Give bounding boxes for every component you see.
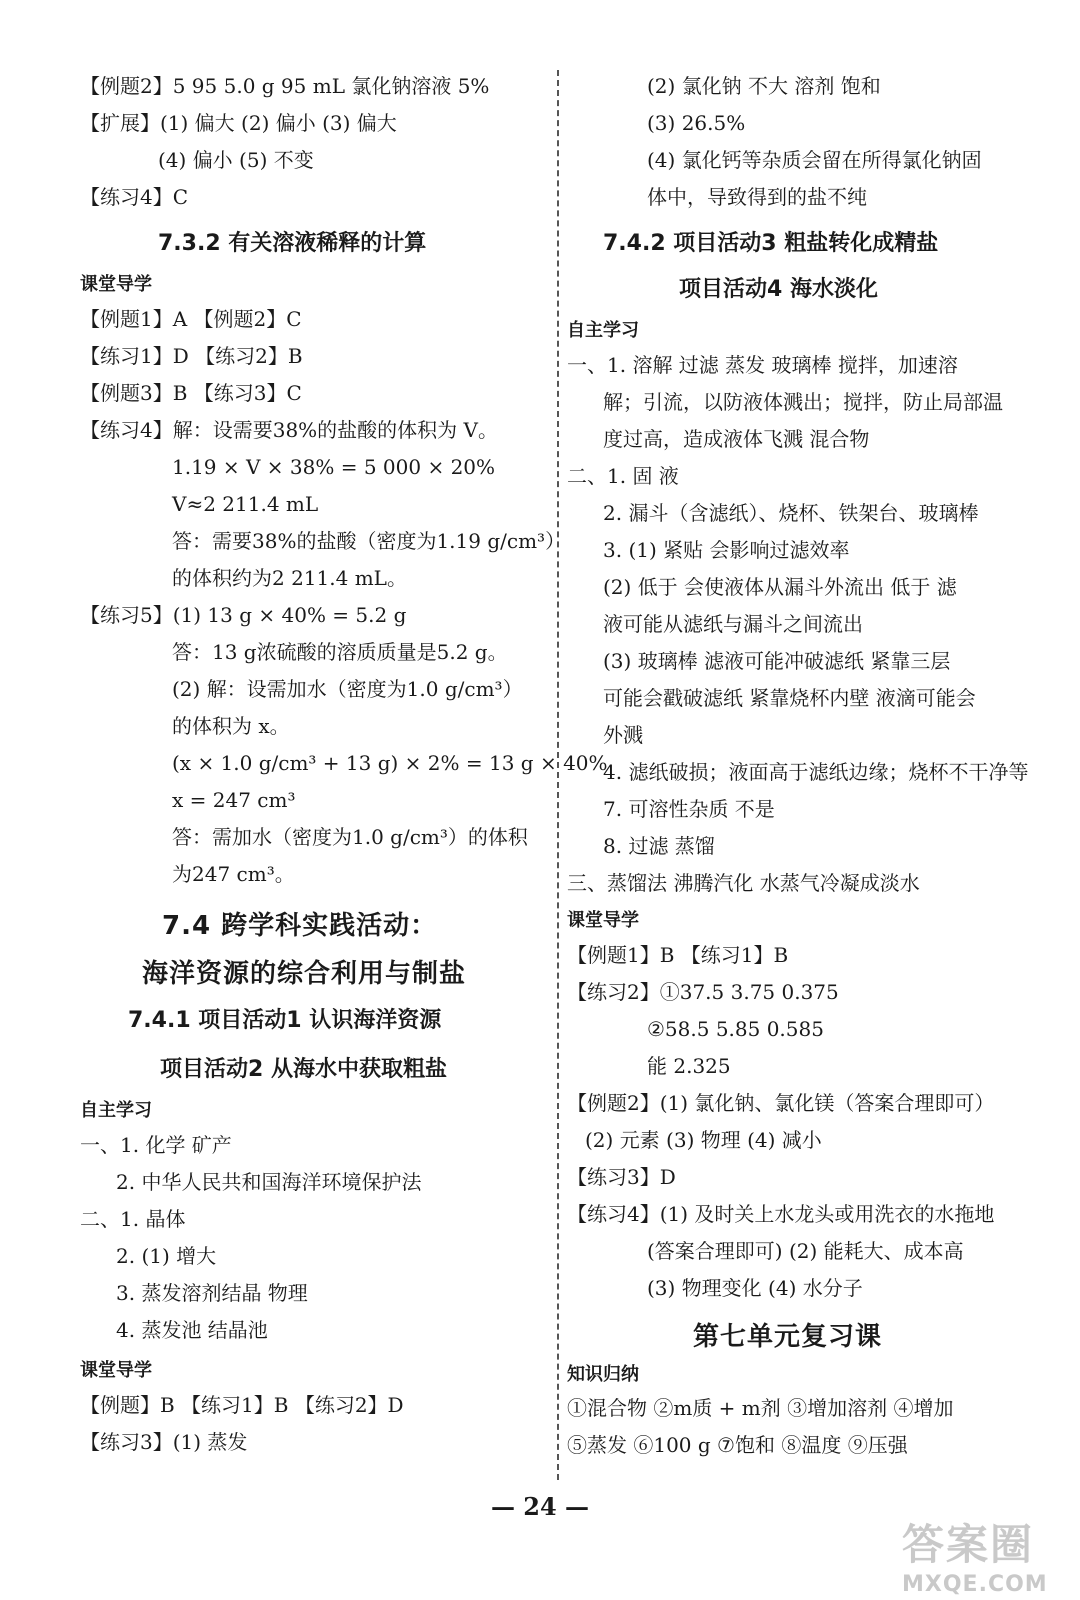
text-line: (4) 偏小 (5) 不变 bbox=[158, 148, 314, 172]
watermark-url: MXQE.COM bbox=[902, 1572, 1048, 1597]
text-line: 可能会戳破滤纸 紧靠烧杯内壁 液滴可能会 bbox=[603, 686, 976, 710]
text-line: 【练习3】(1) 蒸发 bbox=[80, 1430, 248, 1454]
text-line: 的体积约为2 211.4 mL。 bbox=[172, 566, 407, 590]
watermark-text: 答案圈 bbox=[902, 1520, 1035, 1569]
text-line: 答：需要38%的盐酸（密度为1.19 g/cm³） bbox=[172, 529, 566, 553]
subsection-label: 课堂导学 bbox=[80, 1360, 152, 1381]
text-line: 二、1. 固 液 bbox=[567, 464, 679, 488]
section-heading: 7.3.2 有关溶液稀释的计算 bbox=[158, 231, 427, 256]
text-line: 【练习4】解：设需要38%的盐酸的体积为 V。 bbox=[80, 418, 498, 442]
text-line: 液可能从滤纸与漏斗之间流出 bbox=[603, 612, 863, 636]
text-line: 4. 滤纸破损；液面高于滤纸边缘；烧杯不干净等 bbox=[603, 760, 1029, 784]
text-line: 【例题3】B 【练习3】C bbox=[80, 381, 302, 405]
text-line: 【例题2】5 95 5.0 g 95 mL 氯化钠溶液 5% bbox=[80, 74, 490, 98]
text-line: 体中，导致得到的盐不纯 bbox=[647, 185, 867, 209]
section-heading: 7.4.2 项目活动3 粗盐转化成精盐 bbox=[603, 231, 939, 256]
subsection-label: 课堂导学 bbox=[80, 274, 152, 295]
text-line: (答案合理即可) (2) 能耗大、成本高 bbox=[647, 1239, 964, 1263]
text-line: V≈2 211.4 mL bbox=[172, 492, 319, 516]
subsection-label: 自主学习 bbox=[80, 1100, 152, 1121]
chapter-heading: 第七单元复习课 bbox=[693, 1322, 883, 1352]
text-line: 的体积为 x。 bbox=[172, 714, 290, 738]
watermark-logo bbox=[902, 1512, 1072, 1597]
text-line: 8. 过滤 蒸馏 bbox=[603, 834, 715, 858]
section-heading: 项目活动4 海水淡化 bbox=[679, 277, 878, 302]
text-line: ⑤蒸发 ⑥100 g ⑦饱和 ⑧温度 ⑨压强 bbox=[567, 1433, 908, 1457]
text-line: (3) 物理变化 (4) 水分子 bbox=[647, 1276, 863, 1300]
text-line: 能 2.325 bbox=[647, 1054, 731, 1078]
subsection-label: 知识归纳 bbox=[567, 1364, 639, 1385]
text-line: 答：需加水（密度为1.0 g/cm³）的体积 bbox=[172, 825, 528, 849]
text-line: 【例题1】B 【练习1】B bbox=[567, 943, 789, 967]
text-line: 2. 中华人民共和国海洋环境保护法 bbox=[116, 1170, 422, 1194]
text-line: (x × 1.0 g/cm³ + 13 g) × 2% = 13 g × 40% bbox=[172, 751, 608, 775]
text-line: 解；引流，以防液体溅出；搅拌，防止局部温 bbox=[603, 390, 1003, 414]
text-line: 【例题】B 【练习1】B 【练习2】D bbox=[80, 1393, 404, 1417]
subsection-label: 课堂导学 bbox=[567, 910, 639, 931]
text-line: 【扩展】(1) 偏大 (2) 偏小 (3) 偏大 bbox=[80, 111, 397, 135]
text-line: 三、蒸馏法 沸腾汽化 水蒸气冷凝成淡水 bbox=[567, 871, 920, 895]
text-line: (4) 氯化钙等杂质会留在所得氯化钠固 bbox=[647, 148, 982, 172]
chapter-heading: 7.4 跨学科实践活动： bbox=[162, 911, 438, 941]
text-line: (2) 元素 (3) 物理 (4) 减小 bbox=[585, 1128, 822, 1152]
text-line: 一、1. 溶解 过滤 蒸发 玻璃棒 搅拌，加速溶 bbox=[567, 353, 958, 377]
text-line: 二、1. 晶体 bbox=[80, 1207, 186, 1231]
text-line: x = 247 cm³ bbox=[172, 788, 296, 812]
text-line: 【练习2】①37.5 3.75 0.375 bbox=[567, 980, 839, 1004]
text-line: (2) 低于 会使液体从漏斗外流出 低于 滤 bbox=[603, 575, 957, 599]
text-line: 4. 蒸发池 结晶池 bbox=[116, 1318, 268, 1342]
text-line: 【例题2】(1) 氯化钠、氯化镁（答案合理即可） bbox=[567, 1091, 995, 1115]
text-line: 【练习5】(1) 13 g × 40% = 5.2 g bbox=[80, 603, 407, 627]
text-line: 为247 cm³。 bbox=[172, 862, 295, 886]
text-line: 2. 漏斗（含滤纸）、烧杯、铁架台、玻璃棒 bbox=[603, 501, 979, 525]
text-line: (2) 氯化钠 不大 溶剂 饱和 bbox=[647, 74, 881, 98]
text-line: 一、1. 化学 矿产 bbox=[80, 1133, 232, 1157]
text-line: (3) 玻璃棒 滤液可能冲破滤纸 紧靠三层 bbox=[603, 649, 951, 673]
text-line: 2. (1) 增大 bbox=[116, 1244, 217, 1268]
text-line: 1.19 × V × 38% = 5 000 × 20% bbox=[172, 455, 496, 479]
text-line: 【练习4】C bbox=[80, 185, 189, 209]
text-line: (3) 26.5% bbox=[647, 111, 746, 135]
text-line: 答：13 g浓硫酸的溶质质量是5.2 g。 bbox=[172, 640, 508, 664]
text-line: 【练习1】D 【练习2】B bbox=[80, 344, 303, 368]
text-line: 7. 可溶性杂质 不是 bbox=[603, 797, 775, 821]
text-line: 3. (1) 紧贴 会影响过滤效率 bbox=[603, 538, 850, 562]
section-heading: 项目活动2 从海水中获取粗盐 bbox=[160, 1057, 447, 1082]
page-number: — 24 — bbox=[490, 1492, 590, 1521]
text-line: 【练习3】D bbox=[567, 1165, 676, 1189]
text-line: ②58.5 5.85 0.585 bbox=[647, 1017, 824, 1041]
text-line: 3. 蒸发溶剂结晶 物理 bbox=[116, 1281, 308, 1305]
text-line: 外溅 bbox=[603, 723, 643, 747]
section-heading: 7.4.1 项目活动1 认识海洋资源 bbox=[128, 1008, 442, 1033]
chapter-heading: 海洋资源的综合利用与制盐 bbox=[142, 959, 467, 989]
text-line: 【练习4】(1) 及时关上水龙头或用洗衣的水拖地 bbox=[567, 1202, 995, 1226]
text-line: 度过高，造成液体飞溅 混合物 bbox=[603, 427, 870, 451]
text-line: (2) 解：设需加水（密度为1.0 g/cm³） bbox=[172, 677, 523, 701]
text-line: ①混合物 ②m质 + m剂 ③增加溶剂 ④增加 bbox=[567, 1396, 954, 1420]
text-line: 【例题1】A 【例题2】C bbox=[80, 307, 302, 331]
subsection-label: 自主学习 bbox=[567, 320, 639, 341]
